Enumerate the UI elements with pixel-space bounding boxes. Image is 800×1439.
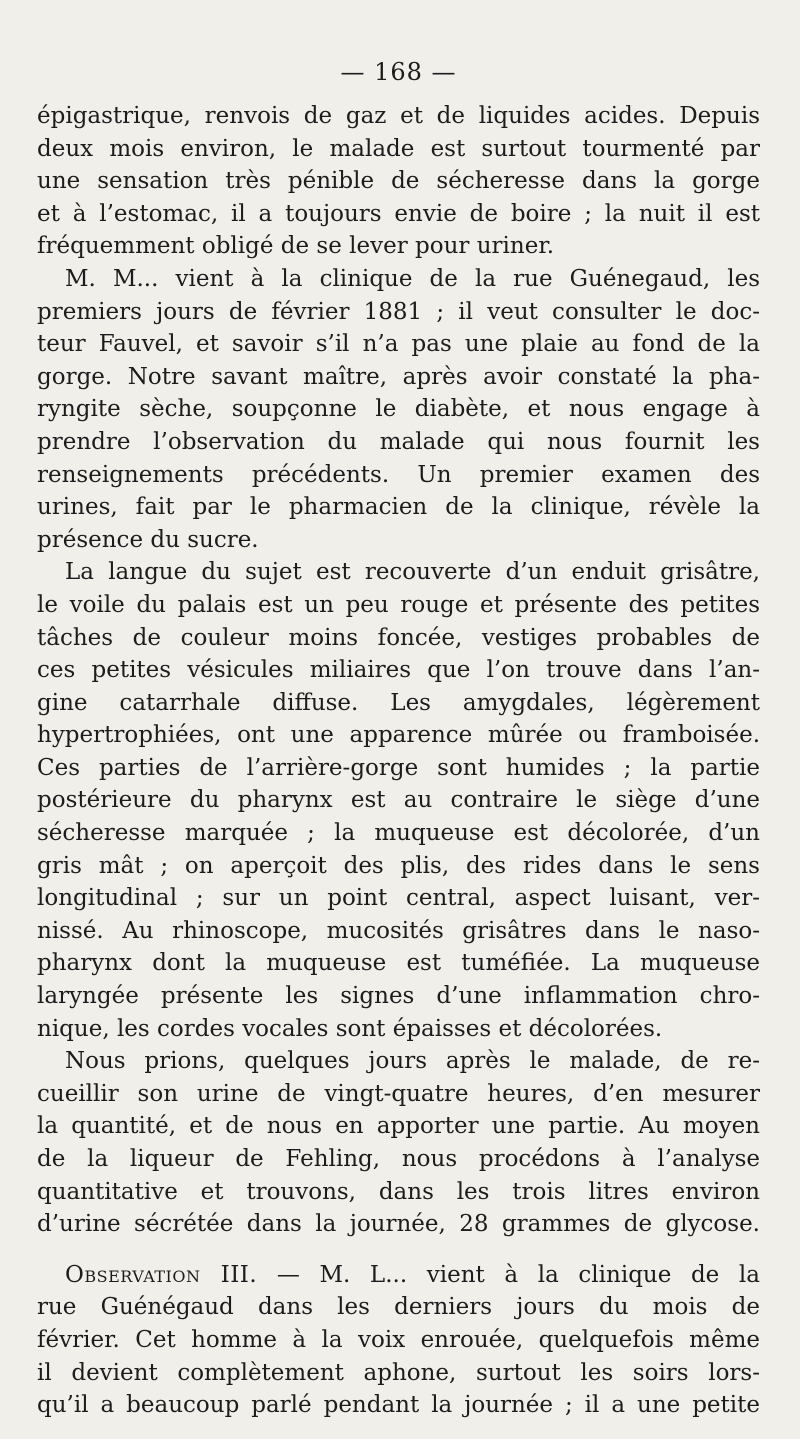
text-line: premiers jours de février 1881 ; il veut consulter le doc-: [37, 298, 760, 325]
observation-heading: Observation III.: [65, 1261, 258, 1288]
observation-section: [37, 1259, 760, 1422]
text-line: teur Fauvel, et savoir s’il n’a pas une plaie au fond de la: [37, 331, 760, 358]
text-line: qu’il a beaucoup parlé pendant la journée ; il a une petite: [37, 1392, 760, 1419]
text-line: de la liqueur de Fehling, nous procédons à l’analyse: [37, 1146, 760, 1172]
text-line: le voile du palais est un peu rouge et présente des petites: [37, 591, 760, 618]
text-line: Nous prions, quelques jours après le malade, de re-: [65, 1048, 760, 1075]
text-line: d’urine sécrétée dans la journée, 28 grammes de glycose.: [37, 1211, 760, 1238]
text-line: renseignements précédents. Un premier examen des: [37, 461, 760, 488]
text-line: La langue du sujet est recouverte d’un enduit grisâtre,: [65, 559, 760, 586]
text-line: sécheresse marquée ; la muqueuse est décolorée, d’un: [37, 820, 760, 847]
text-line: une sensation très pénible de sécheresse dans la gorge: [37, 168, 760, 195]
text-line: longitudinal ; sur un point central, aspect luisant, ver-: [37, 885, 760, 912]
text-line: prendre l’observation du malade qui nous fournit les: [37, 428, 760, 455]
text-line: gine catarrhale diffuse. Les amygdales, légèrement: [37, 689, 760, 716]
text-line: M. M... vient à la clinique de la rue Guénegaud, les: [65, 265, 760, 292]
text-line: tâches de couleur moins foncée, vestiges probables de: [37, 624, 760, 651]
section-gap: [37, 1241, 760, 1259]
text-line: présence du sucre.: [37, 526, 259, 553]
text-line: laryngée présente les signes d’une inflammation chro-: [37, 983, 760, 1010]
text-line: quantitative et trouvons, dans les trois litres environ: [37, 1178, 760, 1205]
text-line: gris mât ; on aperçoit des plis, des rides dans le sens: [37, 852, 760, 879]
text-line: deux mois environ, le malade est surtout tourmenté par: [37, 135, 760, 162]
text-line: épigastrique, renvois de gaz et de liquides acides. Depuis: [37, 103, 760, 129]
text-line: nissé. Au rhinoscope, mucosités grisâtres dans le naso-: [37, 917, 760, 944]
text-line: et à l’estomac, il a toujours envie de boire ; la nuit il est: [37, 200, 760, 227]
text-line: Ces parties de l’arrière-gorge sont humides ; la partie: [37, 754, 760, 781]
text-line: rue Guénégaud dans les derniers jours du mois de: [37, 1294, 760, 1321]
text-line: pharynx dont la muqueuse est tuméfiée. La muqueuse: [37, 950, 760, 977]
body-text: [37, 100, 760, 1422]
text-line: cueillir son urine de vingt-quatre heures, d’en mesurer: [37, 1080, 760, 1107]
text-line: postérieure du pharynx est au contraire le siège d’une: [37, 787, 760, 814]
text-line: la quantité, et de nous en apporter une partie. Au moyen: [37, 1113, 760, 1140]
observation-text: — M. L... vient à la clinique de la: [257, 1261, 760, 1288]
paragraph: [37, 556, 760, 1045]
paragraph-continuation: [37, 100, 760, 263]
text-line: nique, les cordes vocales sont épaisses et décolorées.: [37, 1015, 663, 1042]
page-number: — 168 —: [340, 58, 457, 86]
text-line: février. Cet homme à la voix enrouée, quelquefois même: [37, 1326, 760, 1353]
paragraph: [37, 263, 760, 556]
text-line: ryngite sèche, soupçonne le diabète, et nous engage à: [37, 396, 760, 423]
text-line: ces petites vésicules miliaires que l’on trouve dans l’an-: [37, 657, 760, 684]
text-line: urines, fait par le pharmacien de la clinique, révèle la: [37, 494, 760, 521]
text-line: hypertrophiées, ont une apparence mûrée ou framboisée.: [37, 722, 760, 749]
observation-first-line: [37, 1259, 760, 1292]
text-line: gorge. Notre savant maître, après avoir constaté la pha-: [37, 363, 760, 390]
paragraph: [37, 1045, 760, 1241]
text-line: il devient complètement aphone, surtout les soirs lors-: [37, 1359, 760, 1386]
text-line: fréquemment obligé de se lever pour uriner.: [37, 233, 555, 260]
